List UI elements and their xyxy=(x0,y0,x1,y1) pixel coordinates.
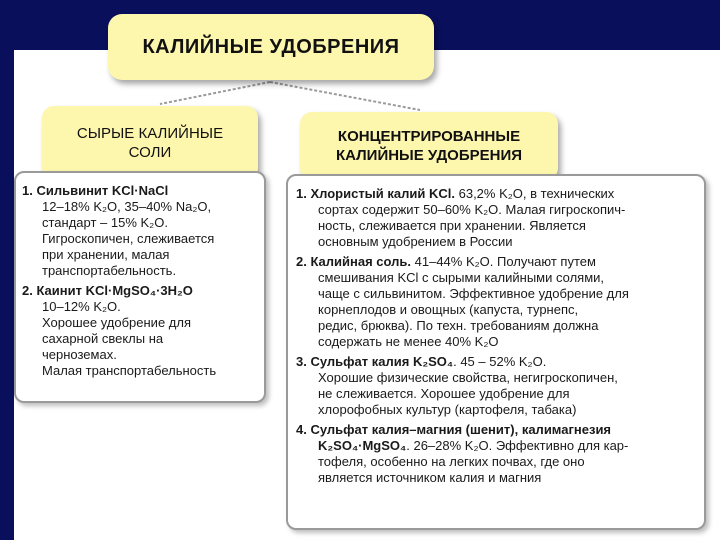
item-line: хлорофобных культур (картофеля, табака) xyxy=(318,402,577,417)
category-concentrated-line2: КАЛИЙНЫЕ УДОБРЕНИЯ xyxy=(335,147,523,164)
item-line: 12–18% K₂O, 35–40% Na₂O, xyxy=(42,199,212,214)
list-item xyxy=(22,283,264,379)
item-line: черноземах. xyxy=(42,347,117,362)
item-line: Гигроскопичен, слеживается xyxy=(42,231,215,246)
category-concentrated xyxy=(300,112,558,180)
item-line: не слеживается. Хорошее удобрение для xyxy=(318,386,570,401)
item-first-tail: 41–44% K₂O. Получают путем xyxy=(414,254,596,269)
item-formula: K₂SO₄·MgSO₄ xyxy=(318,438,407,453)
item-line: является источником калия и магния xyxy=(318,470,542,485)
category-raw-salts-line1: СЫРЫЕ КАЛИЙНЫЕ xyxy=(76,125,224,142)
list-item xyxy=(296,254,704,350)
list-item xyxy=(296,422,704,486)
page-title: КАЛИЙНЫЕ УДОБРЕНИЯ xyxy=(108,14,434,80)
item-heading: 2. Калийная соль. xyxy=(296,254,412,269)
item-line: сахарной свеклы на xyxy=(42,331,164,346)
concentrated-list xyxy=(286,174,706,530)
item-formula: KCl·MgSO₄·3H₂O xyxy=(85,283,193,298)
item-line: ность, слеживается при хранении. Является xyxy=(318,218,586,233)
item-first-tail: . 26–28% K₂O. Эффективно для кар- xyxy=(406,438,629,453)
list-item xyxy=(22,183,264,279)
item-heading: 2. Каинит xyxy=(22,283,82,298)
item-line: содержать не менее 40% K₂O xyxy=(318,334,499,349)
list-item xyxy=(296,186,704,250)
item-line: транспортабельность. xyxy=(42,263,177,278)
item-line: стандарт – 15% K₂O. xyxy=(42,215,168,230)
item-line: Малая транспортабельность xyxy=(42,363,217,378)
item-heading: 3. Сульфат калия xyxy=(296,354,410,369)
item-formula: K₂SO₄ xyxy=(412,354,454,369)
item-line: сортах содержит 50–60% K₂O. Малая гигроскопич- xyxy=(318,202,626,217)
item-heading: 1. Сильвинит xyxy=(22,183,109,198)
list-item xyxy=(296,354,704,418)
item-line: корнеплодов и овощных (капуста, турнепс, xyxy=(318,302,579,317)
item-line: тофеля, особенно на легких почвах, где оно xyxy=(318,454,585,469)
item-line: 10–12% K₂O. xyxy=(42,299,121,314)
item-formula: KCl·NaCl xyxy=(111,183,169,198)
item-line: чаще с сильвинитом. Эффективное удобрение для xyxy=(318,286,629,301)
category-raw-salts xyxy=(42,106,258,180)
category-raw-salts-line2: СОЛИ xyxy=(128,144,172,161)
item-line: Хорошие физические свойства, негигроскопичен, xyxy=(318,370,618,385)
item-line: основным удобрением в России xyxy=(318,234,513,249)
item-heading: 1. Хлористый калий KCl. xyxy=(296,186,455,201)
raw-salts-list xyxy=(14,171,266,403)
item-heading: 4. Сульфат калия–магния (шенит), калимагнезия xyxy=(296,422,612,437)
item-line: смешивания KCl с сырыми калийными солями, xyxy=(318,270,605,285)
connector-right xyxy=(270,82,420,110)
item-first-tail: 63,2% K₂O, в технических xyxy=(458,186,615,201)
category-concentrated-line1: КОНЦЕНТРИРОВАННЫЕ xyxy=(337,128,521,145)
item-first-tail: . 45 – 52% K₂O. xyxy=(453,354,547,369)
item-line: Хорошее удобрение для xyxy=(42,315,191,330)
item-line: при хранении, малая xyxy=(42,247,170,262)
connector-left xyxy=(160,82,270,104)
item-line: редис, брюква). По техн. требованиям должна xyxy=(318,318,599,333)
